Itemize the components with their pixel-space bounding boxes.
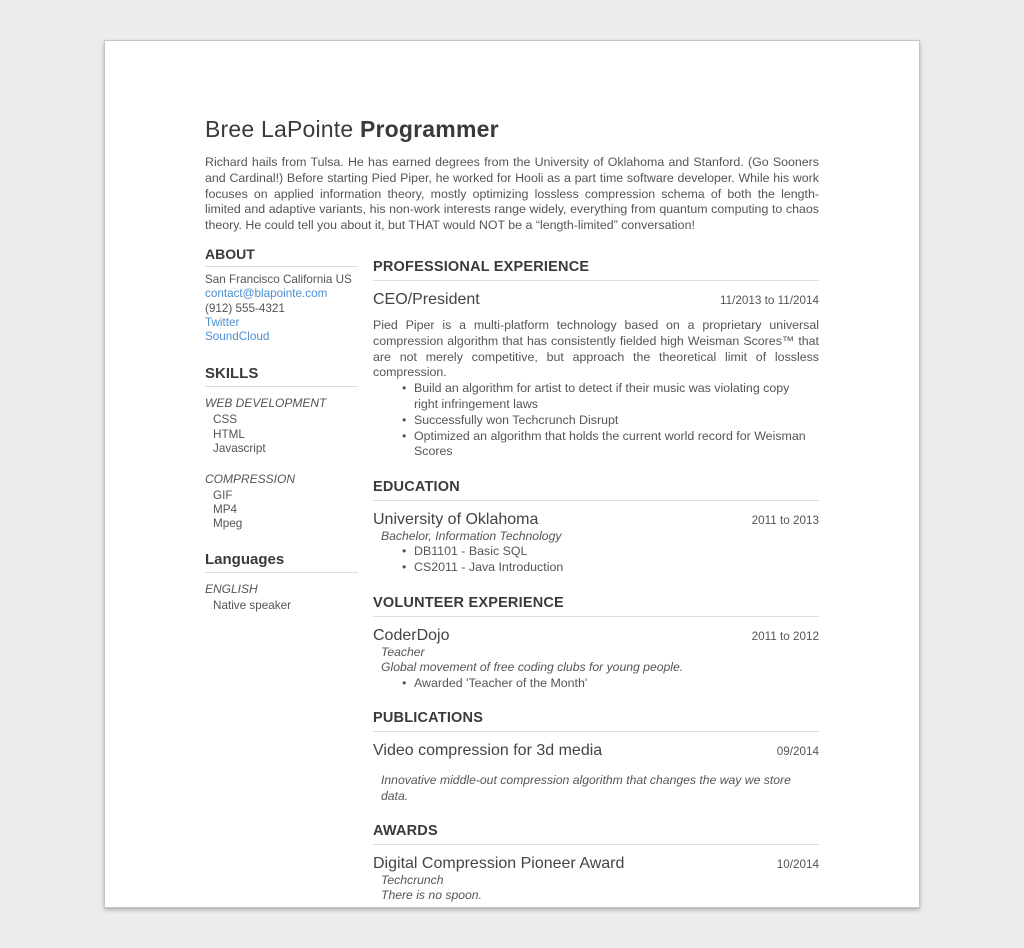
skill-list [213,489,358,532]
skill-group-web-development [205,396,358,456]
two-column-layout [205,246,819,904]
entry-title: Video compression for 3d media [373,742,603,760]
about-details [205,273,358,344]
education-section [373,479,819,576]
soundcloud-link[interactable]: SoundCloud [205,330,270,344]
skill-item: CSS [213,413,238,427]
entry-dates: 2011 to 2013 [751,514,819,528]
skills-section [205,365,358,531]
entry-bullet: • Successfully won Techcrunch Disrupt [414,413,819,429]
entry-dates: 2011 to 2012 [751,630,819,644]
language-level-list [213,599,358,613]
entry-title: University of Oklahoma [373,511,539,529]
entry-dates: 11/2013 to 11/2014 [720,293,819,307]
volunteer-bullet-list [373,676,819,692]
entry-title: CEO/President [373,290,480,308]
skill-item: Mpeg [213,517,243,531]
skill-category: WEB DEVELOPMENT [205,396,327,411]
award-description: There is no spoon. [381,888,482,903]
award-entry-header [373,855,819,873]
entry-bullet: • Build an algorithm for artist to detect if their music was violating copy right infringement laws [414,381,819,413]
volunteer-entry-header [373,627,819,645]
entry-bullet: • CS2011 - Java Introduction [414,560,819,576]
entry-dates: 10/2014 [776,858,819,872]
skill-item: Javascript [213,441,266,455]
entry-description: Pied Piper is a multi-platform technology based on a proprietary universal compression algorithm that has consistently fielded high Weisman Scores™ that are not merely competitive, but approach the theoretical limit of lossless compression. [373,317,819,380]
summary-text: Richard hails from Tulsa. He has earned degrees from the University of Oklahoma and Stanford. (Go Sooners and Cardinal!) Before starting Pied Piper, he worked for Hooli as a part time software developer. While his work focuses on applied information theory, mostly optimizing lossless compression schema of both the length-limited and adaptive variants, his non-work interests range widely, everything from quantum computing to chaos theory. He could tell you about it, but THAT would NOT be a “length-limited” conversation! [205,155,819,233]
skills-heading: SKILLS [205,365,358,387]
award-issuer: Techcrunch [381,873,444,888]
experience-bullet-list [373,381,819,460]
main-column [373,246,819,904]
education-entry-header [373,511,819,529]
skill-category: COMPRESSION [205,472,296,487]
resume-content [105,41,919,904]
experience-section [373,259,819,460]
resume-paper [104,40,920,908]
language-level: Native speaker [213,598,291,612]
entry-subtitle: Bachelor, Information Technology [381,529,562,544]
volunteer-section [373,595,819,691]
about-location: San Francisco California US [205,272,352,286]
volunteer-heading: VOLUNTEER EXPERIENCE [373,595,819,617]
person-role: Programmer [359,116,499,142]
awards-section [373,823,819,904]
skill-group-compression [205,472,358,532]
publication-description: Innovative middle-out compression algorithm that changes the way we store data. [381,773,791,803]
skill-item: MP4 [213,503,238,517]
skill-list [213,413,358,456]
page-title [205,116,819,143]
about-heading: ABOUT [205,246,358,267]
language-name: ENGLISH [205,581,258,596]
person-name: Bree LaPointe [205,116,354,142]
entry-dates: 09/2014 [776,745,819,759]
entry-title: CoderDojo [373,627,450,645]
experience-entry-header [373,291,819,309]
about-phone: (912) 555-4321 [205,301,285,315]
entry-bullet: • Optimized an algorithm that holds the current world record for Weisman Scores [414,429,819,461]
about-section [205,246,358,344]
languages-heading: Languages [205,551,358,573]
publications-heading: PUBLICATIONS [373,710,819,732]
awards-heading: AWARDS [373,823,819,845]
experience-heading: PROFESSIONAL EXPERIENCE [373,259,819,281]
entry-bullet: • Awarded 'Teacher of the Month' [414,676,819,692]
skill-item: GIF [213,489,233,503]
language-group-english [205,582,358,613]
publications-section [373,710,819,804]
entry-subtitle: Teacher [381,645,425,660]
languages-section [205,551,358,613]
skill-item: HTML [213,427,245,441]
sidebar [205,246,358,904]
email-link[interactable]: contact@blapointe.com [205,287,328,301]
education-bullet-list [373,544,819,576]
entry-tagline: Global movement of free coding clubs for young people. [381,660,684,675]
education-heading: EDUCATION [373,479,819,501]
publication-entry-header [373,742,819,760]
entry-title: Digital Compression Pioneer Award [373,855,625,873]
twitter-link[interactable]: Twitter [205,315,240,329]
entry-bullet: • DB1101 - Basic SQL [414,544,819,560]
